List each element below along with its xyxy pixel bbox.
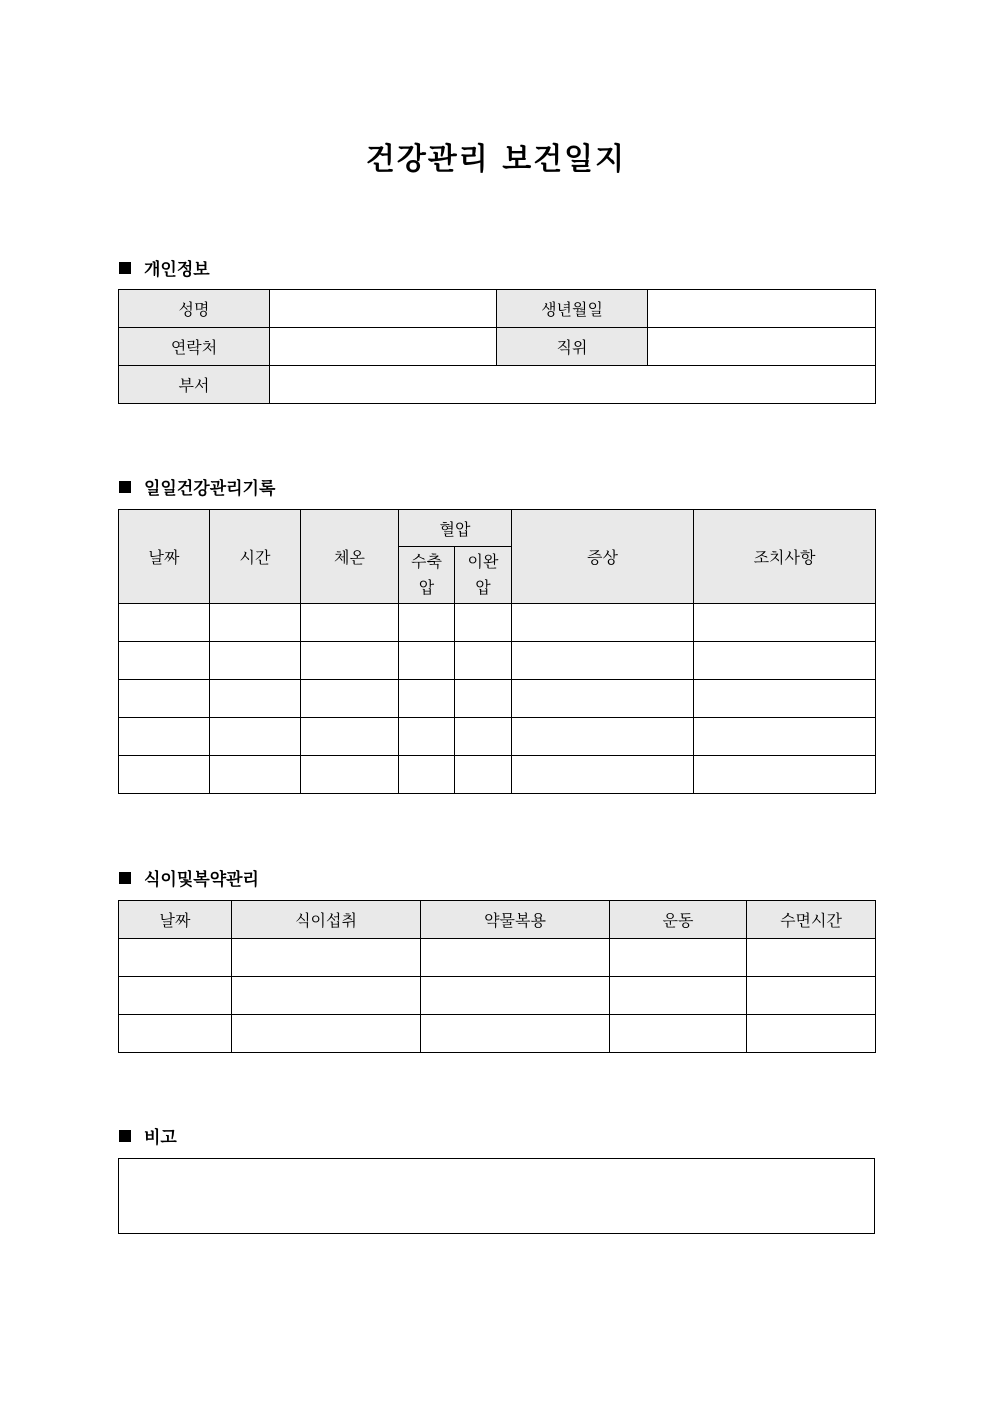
daily-record-table (118, 509, 876, 794)
table-cell[interactable] (694, 680, 876, 718)
table-cell[interactable] (399, 718, 455, 756)
table-cell[interactable] (301, 718, 399, 756)
meal-medication-table (118, 900, 876, 1053)
table-cell[interactable] (119, 718, 210, 756)
table-cell[interactable] (747, 1015, 876, 1053)
col-sleep: 수면시간 (747, 901, 876, 939)
table-cell[interactable] (455, 756, 512, 794)
table-cell[interactable] (119, 680, 210, 718)
table-cell[interactable] (399, 680, 455, 718)
table-cell[interactable] (455, 604, 512, 642)
remarks-field[interactable] (119, 1159, 875, 1234)
page-title: 건강관리 보건일지 (365, 142, 627, 177)
table-cell[interactable] (301, 604, 399, 642)
table-cell[interactable] (399, 642, 455, 680)
name-field[interactable] (270, 290, 497, 328)
section-personal-title: 개인정보 (144, 260, 210, 280)
table-cell[interactable] (455, 642, 512, 680)
daily-record-rows (119, 604, 876, 794)
position-label: 직위 (497, 328, 648, 366)
table-cell[interactable] (421, 1015, 610, 1053)
table-cell[interactable] (119, 642, 210, 680)
table-cell[interactable] (747, 939, 876, 977)
table-cell[interactable] (232, 977, 421, 1015)
table-row (119, 756, 876, 794)
table-cell[interactable] (232, 1015, 421, 1053)
col-date: 날짜 (119, 901, 232, 939)
table-cell[interactable] (694, 604, 876, 642)
contact-label: 연락처 (119, 328, 270, 366)
table-cell[interactable] (694, 756, 876, 794)
table-cell[interactable] (119, 756, 210, 794)
section-meal-heading (119, 865, 259, 890)
table-cell[interactable] (210, 642, 301, 680)
col-blood-pressure: 혈압 (399, 510, 512, 547)
table-cell[interactable] (610, 977, 747, 1015)
department-label: 부서 (119, 366, 270, 404)
table-cell[interactable] (512, 642, 694, 680)
table-cell[interactable] (301, 756, 399, 794)
table-cell[interactable] (421, 977, 610, 1015)
section-remarks-title: 비고 (144, 1128, 177, 1148)
table-cell[interactable] (119, 1015, 232, 1053)
birth-field[interactable] (648, 290, 876, 328)
table-cell[interactable] (210, 680, 301, 718)
position-field[interactable] (648, 328, 876, 366)
meal-medication-rows (119, 939, 876, 1053)
section-remarks-heading (119, 1123, 177, 1148)
col-actions: 조치사항 (694, 510, 876, 604)
col-exercise: 운동 (610, 901, 747, 939)
col-date: 날짜 (119, 510, 210, 604)
table-cell[interactable] (512, 756, 694, 794)
table-cell[interactable] (210, 756, 301, 794)
table-cell[interactable] (210, 604, 301, 642)
table-cell[interactable] (421, 939, 610, 977)
col-time: 시간 (210, 510, 301, 604)
table-row (119, 604, 876, 642)
section-daily-heading (119, 474, 275, 499)
table-cell[interactable] (747, 977, 876, 1015)
table-cell[interactable] (610, 1015, 747, 1053)
table-cell[interactable] (301, 642, 399, 680)
table-row (119, 680, 876, 718)
contact-field[interactable] (270, 328, 497, 366)
table-cell[interactable] (399, 756, 455, 794)
table-cell[interactable] (210, 718, 301, 756)
remarks-table (118, 1158, 875, 1234)
name-label: 성명 (119, 290, 270, 328)
section-daily-title: 일일건강관리기록 (144, 479, 276, 499)
table-cell[interactable] (119, 977, 232, 1015)
col-temperature: 체온 (301, 510, 399, 604)
table-cell[interactable] (232, 939, 421, 977)
table-row (119, 977, 876, 1015)
col-diastolic: 이완압 (455, 547, 512, 604)
section-personal-heading (119, 255, 210, 280)
table-cell[interactable] (694, 642, 876, 680)
table-cell[interactable] (301, 680, 399, 718)
birth-label: 생년월일 (497, 290, 648, 328)
department-field[interactable] (270, 366, 876, 404)
square-bullet-icon (119, 872, 131, 884)
square-bullet-icon (119, 481, 131, 493)
table-cell[interactable] (610, 939, 747, 977)
table-cell[interactable] (512, 604, 694, 642)
table-cell[interactable] (512, 718, 694, 756)
table-cell[interactable] (119, 939, 232, 977)
table-row (119, 1015, 876, 1053)
col-systolic: 수축압 (399, 547, 455, 604)
table-row (119, 939, 876, 977)
personal-info-table (118, 289, 876, 404)
col-medication: 약물복용 (421, 901, 610, 939)
col-symptoms: 증상 (512, 510, 694, 604)
col-diet: 식이섭취 (232, 901, 421, 939)
table-row (119, 642, 876, 680)
table-cell[interactable] (399, 604, 455, 642)
table-row (119, 718, 876, 756)
square-bullet-icon (119, 1130, 131, 1142)
table-cell[interactable] (455, 718, 512, 756)
table-cell[interactable] (455, 680, 512, 718)
table-cell[interactable] (694, 718, 876, 756)
square-bullet-icon (119, 262, 131, 274)
table-cell[interactable] (119, 604, 210, 642)
table-cell[interactable] (512, 680, 694, 718)
section-meal-title: 식이및복약관리 (144, 870, 259, 890)
